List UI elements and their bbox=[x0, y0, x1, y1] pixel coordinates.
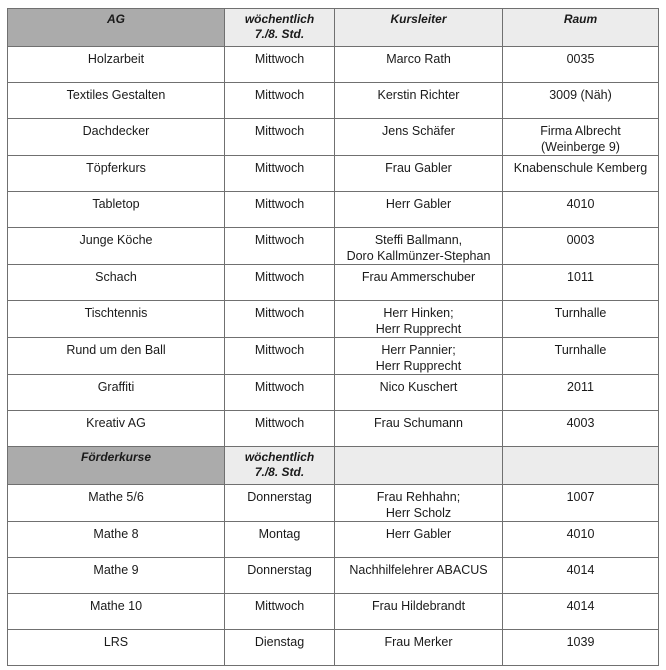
cell-teacher: Kerstin Richter bbox=[335, 83, 503, 119]
header-teacher-foerder bbox=[335, 447, 503, 485]
cell-room: 1011 bbox=[503, 265, 659, 301]
header-weekly-foerder bbox=[225, 447, 335, 485]
cell-room: 4010 bbox=[503, 522, 659, 558]
table-row bbox=[8, 83, 659, 119]
cell-teacher: Frau Schumann bbox=[335, 411, 503, 447]
header-ag: AG bbox=[8, 9, 225, 47]
header-room-foerder bbox=[503, 447, 659, 485]
header-foerderkurse: Förderkurse bbox=[8, 447, 225, 485]
table-row bbox=[8, 156, 659, 192]
cell-teacher: Marco Rath bbox=[335, 47, 503, 83]
cell-day: Mittwoch bbox=[225, 119, 335, 156]
cell-day: Mittwoch bbox=[225, 156, 335, 192]
cell-day: Mittwoch bbox=[225, 47, 335, 83]
cell-room: 1039 bbox=[503, 630, 659, 666]
header-row-ag bbox=[8, 9, 659, 47]
table-row bbox=[8, 338, 659, 375]
table-row bbox=[8, 558, 659, 594]
cell-course: Mathe 8 bbox=[8, 522, 225, 558]
cell-room: 4014 bbox=[503, 594, 659, 630]
cell-ag: Holzarbeit bbox=[8, 47, 225, 83]
cell-course: LRS bbox=[8, 630, 225, 666]
table-row bbox=[8, 411, 659, 447]
cell-ag: Dachdecker bbox=[8, 119, 225, 156]
cell-ag: Schach bbox=[8, 265, 225, 301]
cell-teacher: Nico Kuschert bbox=[335, 375, 503, 411]
header-weekly-line1: wöchentlich bbox=[244, 12, 315, 26]
cell-room: 0035 bbox=[503, 47, 659, 83]
cell-teacher: Jens Schäfer bbox=[335, 119, 503, 156]
cell-room: Turnhalle bbox=[503, 338, 659, 375]
cell-day: Mittwoch bbox=[225, 301, 335, 338]
table-row bbox=[8, 192, 659, 228]
table-row bbox=[8, 375, 659, 411]
cell-teacher: Steffi Ballmann, Doro Kallmünzer-Stephan bbox=[335, 228, 503, 265]
header-weekly-line2: 7./8. Std. bbox=[254, 27, 305, 41]
cell-day: Mittwoch bbox=[225, 338, 335, 375]
cell-ag: Graffiti bbox=[8, 375, 225, 411]
cell-room: 1007 bbox=[503, 485, 659, 522]
cell-room: 4014 bbox=[503, 558, 659, 594]
cell-day: Donnerstag bbox=[225, 558, 335, 594]
cell-teacher: Frau Gabler bbox=[335, 156, 503, 192]
cell-ag: Tabletop bbox=[8, 192, 225, 228]
cell-day: Mittwoch bbox=[225, 228, 335, 265]
cell-room: 0003 bbox=[503, 228, 659, 265]
cell-course: Mathe 9 bbox=[8, 558, 225, 594]
cell-day: Mittwoch bbox=[225, 375, 335, 411]
table-row bbox=[8, 522, 659, 558]
cell-day: Montag bbox=[225, 522, 335, 558]
table-row bbox=[8, 119, 659, 156]
cell-day: Mittwoch bbox=[225, 265, 335, 301]
table-row bbox=[8, 47, 659, 83]
cell-room: 4010 bbox=[503, 192, 659, 228]
table-row bbox=[8, 485, 659, 522]
cell-ag: Junge Köche bbox=[8, 228, 225, 265]
cell-room: 3009 (Näh) bbox=[503, 83, 659, 119]
table-row bbox=[8, 301, 659, 338]
table-row bbox=[8, 594, 659, 630]
cell-day: Mittwoch bbox=[225, 83, 335, 119]
header-room: Raum bbox=[503, 9, 659, 47]
cell-teacher: Herr Hinken; Herr Rupprecht bbox=[335, 301, 503, 338]
cell-teacher: Frau Rehhahn; Herr Scholz bbox=[335, 485, 503, 522]
header-weekly bbox=[225, 9, 335, 47]
cell-ag: Textiles Gestalten bbox=[8, 83, 225, 119]
cell-room: 4003 bbox=[503, 411, 659, 447]
cell-teacher: Herr Pannier; Herr Rupprecht bbox=[335, 338, 503, 375]
header-weekly-foerder-line1: wöchentlich bbox=[244, 450, 315, 464]
cell-teacher: Herr Gabler bbox=[335, 522, 503, 558]
schedule-table bbox=[7, 8, 659, 666]
cell-teacher: Frau Merker bbox=[335, 630, 503, 666]
cell-day: Mittwoch bbox=[225, 192, 335, 228]
table-row bbox=[8, 228, 659, 265]
cell-day: Donnerstag bbox=[225, 485, 335, 522]
cell-course: Mathe 5/6 bbox=[8, 485, 225, 522]
cell-day: Mittwoch bbox=[225, 594, 335, 630]
header-teacher: Kursleiter bbox=[335, 9, 503, 47]
cell-teacher: Frau Hildebrandt bbox=[335, 594, 503, 630]
cell-ag: Kreativ AG bbox=[8, 411, 225, 447]
table-row bbox=[8, 630, 659, 666]
cell-day: Mittwoch bbox=[225, 411, 335, 447]
schedule-body bbox=[8, 9, 659, 666]
cell-day: Dienstag bbox=[225, 630, 335, 666]
cell-ag: Tischtennis bbox=[8, 301, 225, 338]
table-row bbox=[8, 265, 659, 301]
header-row-foerder bbox=[8, 447, 659, 485]
cell-ag: Rund um den Ball bbox=[8, 338, 225, 375]
cell-teacher: Frau Ammerschuber bbox=[335, 265, 503, 301]
cell-room: Firma Albrecht (Weinberge 9) bbox=[503, 119, 659, 156]
cell-ag: Töpferkurs bbox=[8, 156, 225, 192]
header-weekly-foerder-line2: 7./8. Std. bbox=[254, 465, 305, 479]
cell-room: 2011 bbox=[503, 375, 659, 411]
cell-room: Turnhalle bbox=[503, 301, 659, 338]
cell-teacher: Herr Gabler bbox=[335, 192, 503, 228]
cell-course: Mathe 10 bbox=[8, 594, 225, 630]
cell-room: Knabenschule Kemberg bbox=[503, 156, 659, 192]
cell-teacher: Nachhilfelehrer ABACUS bbox=[335, 558, 503, 594]
